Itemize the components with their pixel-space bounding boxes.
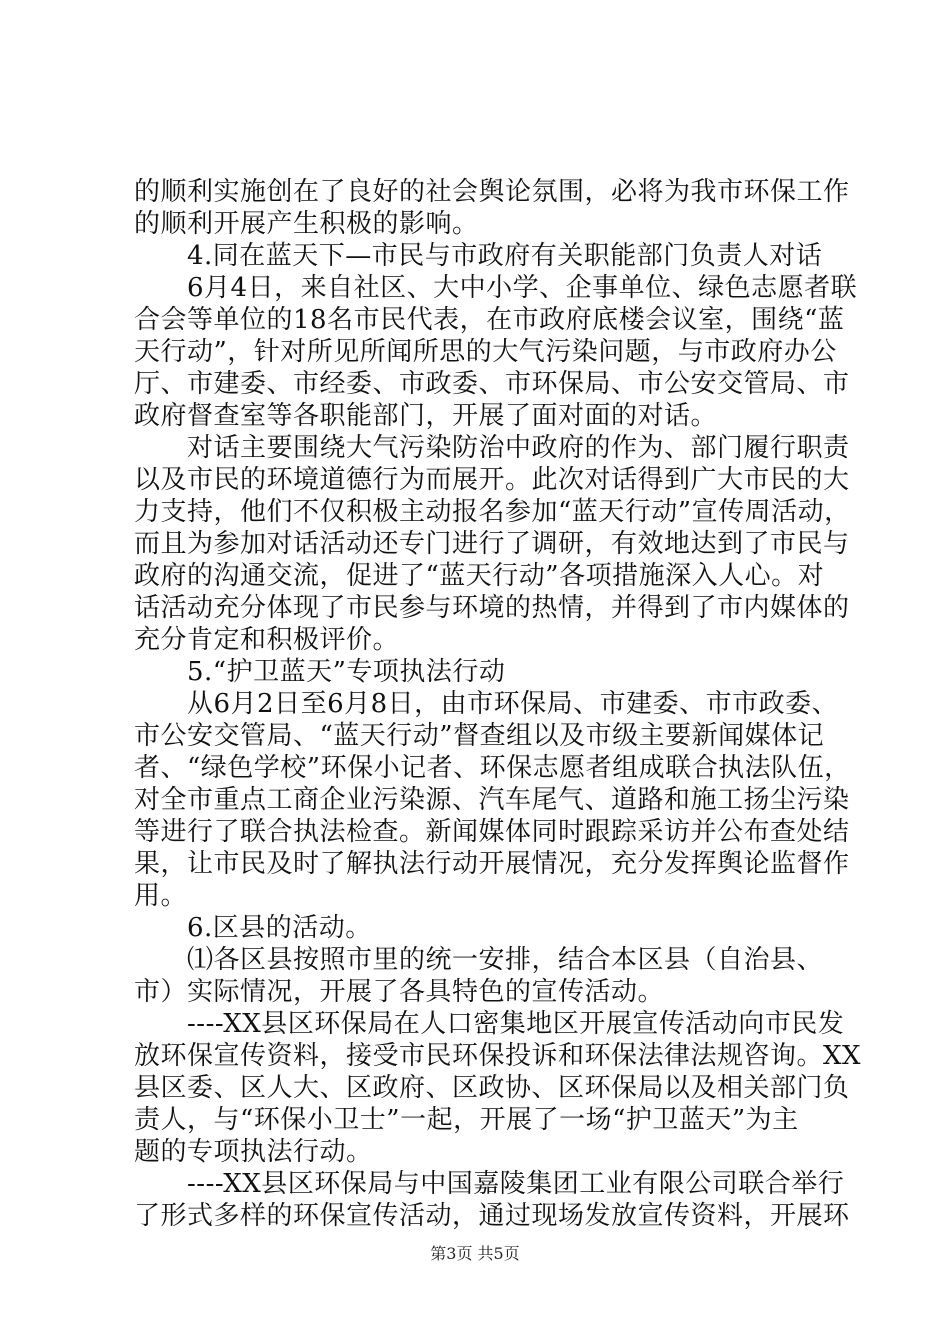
body-text-line: 的顺利开展产生积极的影响。 bbox=[134, 209, 479, 239]
body-text-line: 话活动充分体现了市民参与环境的热情，并得到了市内媒体的 bbox=[134, 593, 850, 623]
body-text-line: 6月4日，来自社区、大中小学、企事单位、绿色志愿者联 bbox=[134, 273, 858, 303]
body-text-line: 从6月2日至6月8日，由市环保局、市建委、市市政委、 bbox=[134, 689, 839, 719]
body-text-line: 果，让市民及时了解执法行动开展情况，充分发挥舆论监督作 bbox=[134, 849, 850, 879]
body-text-line: 了形式多样的环保宣传活动，通过现场发放宣传资料，开展环 bbox=[134, 1201, 850, 1231]
body-text-line: 县区委、区人大、区政府、区政协、区环保局以及相关部门负 bbox=[134, 1073, 850, 1103]
body-text-line: 合会等单位的18名市民代表，在市政府底楼会议室，围绕“蓝 bbox=[134, 305, 845, 335]
body-text-line: 政府督查室等各职能部门，开展了面对面的对话。 bbox=[134, 401, 718, 431]
body-text-line: 用。 bbox=[134, 881, 188, 911]
body-text-line: 充分肯定和积极评价。 bbox=[134, 625, 400, 655]
body-text-line: 责人，与“环保小卫士”一起，开展了一场“护卫蓝天”为主 bbox=[134, 1105, 799, 1135]
body-text-line: 对话主要围绕大气污染防治中政府的作为、部门履行职责 bbox=[134, 433, 850, 463]
body-text-line: 政府的沟通交流，促进了“蓝天行动”各项措施深入人心。对 bbox=[134, 561, 825, 591]
body-text-line: 天行动”，针对所见所闻所思的大气污染问题，与市政府办公 bbox=[134, 337, 837, 367]
body-text-line: 者、“绿色学校”环保小记者、环保志愿者组成联合执法队伍， bbox=[134, 753, 851, 783]
body-text-line: 以及市民的环境道德行为而展开。此次对话得到广大市民的大 bbox=[134, 465, 850, 495]
section-heading: 5.“护卫蓝天”专项执法行动 bbox=[134, 657, 506, 687]
body-text-line: 力支持，他们不仅积极主动报名参加“蓝天行动”宣传周活动， bbox=[134, 497, 851, 527]
body-text-line: 而且为参加对话活动还专门进行了调研，有效地达到了市民与 bbox=[134, 529, 850, 559]
body-text-line: 市）实际情况，开展了各具特色的宣传活动。 bbox=[134, 977, 665, 1007]
body-text-line: 厅、市建委、市经委、市政委、市环保局、市公安交管局、市 bbox=[134, 369, 850, 399]
section-heading: 4.同在蓝天下—市民与市政府有关职能部门负责人对话 bbox=[134, 241, 823, 271]
body-text-line: ⑴各区县按照市里的统一安排，结合本区县（自治县、 bbox=[134, 945, 824, 975]
body-text-line: 题的专项执法行动。 bbox=[134, 1137, 373, 1167]
body-text-line: 等进行了联合执法检查。新闻媒体同时跟踪采访并公布查处结 bbox=[134, 817, 850, 847]
body-text-line: 放环保宣传资料，接受市民环保投诉和环保法律法规咨询。XX bbox=[134, 1041, 862, 1071]
page-number-footer: 第3页 共5页 bbox=[430, 1244, 520, 1263]
body-text-line: ----XX县区环保局与中国嘉陵集团工业有限公司联合举行 bbox=[134, 1169, 845, 1199]
body-text-line: ----XX县区环保局在人口密集地区开展宣传活动向市民发 bbox=[134, 1009, 845, 1039]
section-heading: 6.区县的活动。 bbox=[134, 913, 372, 943]
body-text-line: 市公安交管局、“蓝天行动”督查组以及市级主要新闻媒体记 bbox=[134, 721, 825, 751]
body-text-line: 对全市重点工商企业污染源、汽车尾气、道路和施工扬尘污染 bbox=[134, 785, 850, 815]
body-text-line: 的顺利实施创在了良好的社会舆论氛围，必将为我市环保工作 bbox=[134, 177, 850, 207]
